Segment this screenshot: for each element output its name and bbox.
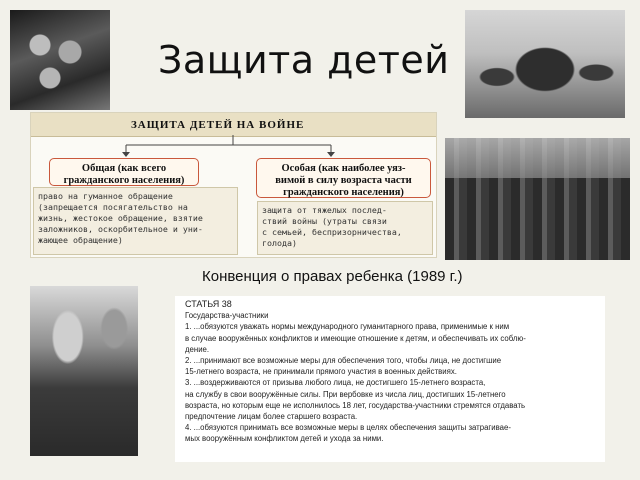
general-desc-line: заложников, оскорбительное и уни- xyxy=(38,224,203,234)
article-line: дение. xyxy=(185,344,210,354)
general-label-line1: Общая (как всего xyxy=(81,163,167,174)
special-protection-box xyxy=(256,158,431,198)
general-desc-line: жизнь, жестокое обращение, взятие xyxy=(38,213,203,223)
article-line: 1. ...обязуются уважать нормы международного гуманитарного права, применимые к ним xyxy=(185,322,510,332)
photo-children-group xyxy=(445,138,630,260)
special-desc-line: защита от тяжелых послед- xyxy=(262,205,387,215)
convention-caption: Конвенция о правах ребенка (1989 г.) xyxy=(202,268,463,285)
special-label-line2: вимой в силу возраста части xyxy=(275,175,412,186)
diagram-header xyxy=(31,113,436,137)
article-line: в случае вооружённых конфликтов и имеющие отношение к детям, и обеспечивать их соблю- xyxy=(185,333,526,343)
photo-refugee-children xyxy=(465,10,625,118)
special-protection-description xyxy=(257,201,433,255)
article-line: 4. ...обязуются принимать все возможные меры в целях обеспечения защиты затрагивае- xyxy=(185,423,511,433)
special-desc-line: с семьей, беспризорничества, xyxy=(262,227,402,237)
general-protection-description xyxy=(33,187,238,255)
article-line: предпочтение лицам более старшего возраста. xyxy=(185,412,358,422)
general-label-line2: гражданского населения) xyxy=(63,175,185,186)
slide-title: Защита детей xyxy=(158,38,450,82)
general-desc-line: жающее обращение) xyxy=(38,235,123,245)
general-desc-line: (запрещается посягательство на xyxy=(38,202,188,212)
special-desc-line: голода) xyxy=(262,238,297,248)
article-line: 15-летнего возраста, не принимали прямого участия в военных действиях. xyxy=(185,367,457,377)
article-line: мых вооружённым конфликтом детей и ухода за ними. xyxy=(185,434,384,444)
article-number: СТАТЬЯ 38 xyxy=(185,299,232,309)
special-label-line3: гражданского населения) xyxy=(283,187,404,198)
article-line: 2. ...принимают все возможные меры для обеспечения того, чтобы лица, не достигшие xyxy=(185,356,502,366)
photo-children-shelter xyxy=(10,10,110,110)
article-38-text xyxy=(175,296,605,462)
general-protection-box xyxy=(49,158,199,186)
article-line: 3. ...воздерживаются от призыва любого лица, не достигшего 15-летнего возраста, xyxy=(185,378,486,388)
article-parties: Государства-участники xyxy=(185,311,269,321)
general-desc-line: право на гуманное обращение xyxy=(38,191,173,201)
diagram-heading: ЗАЩИТА ДЕТЕЙ НА ВОЙНЕ xyxy=(131,119,305,131)
photo-boy-soldier xyxy=(30,286,138,456)
article-line: возраста, но которым еще не исполнилось 18 лет, государства-участники стремятся отдавать xyxy=(185,400,526,410)
article-line: на службу в свои вооружённые силы. При вербовке из числа лиц, достигших 15-летнего xyxy=(185,389,506,399)
special-label-line1: Особая (как наиболее уяз- xyxy=(281,163,406,174)
war-protection-diagram xyxy=(30,112,437,258)
special-desc-line: ствий войны (утраты связи xyxy=(262,216,387,226)
